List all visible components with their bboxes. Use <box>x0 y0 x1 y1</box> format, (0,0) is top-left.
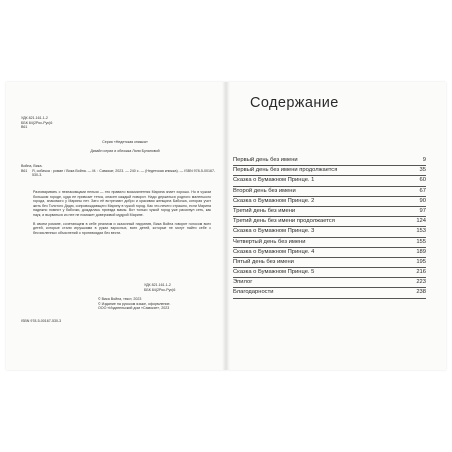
toc-entry-title: Сказка о Бумажном Принце. 1 <box>233 177 315 184</box>
toc-entry-title: Пятый день без имени <box>233 258 294 265</box>
annotation-paragraph: В своем романе, сочетающем в себе реализм и сказочный нарратив, Вика Война говорит голосом всех детей, которые стали игрушками в руках взрослых, всех детей, которые не могут найти себе с бесчисленных объяснений о противоядии без вести. <box>33 221 211 235</box>
toc-entry-title: Второй день без имени <box>233 187 296 194</box>
toc-entry-page: 195 <box>416 258 426 265</box>
bibliographic-record <box>21 164 221 178</box>
toc-entry-title: Третий день без имени <box>233 207 296 214</box>
isbn: ISBN 978-5-00167-530-3 <box>21 319 62 323</box>
toc-entry <box>233 258 426 268</box>
toc-entry-title: Третий день без имени продолжается <box>233 218 335 225</box>
toc-entry-title: Эпилог <box>233 279 253 286</box>
annotation <box>33 190 211 239</box>
toc-title: Содержание <box>250 95 339 111</box>
toc-entry <box>233 238 426 248</box>
toc-entry <box>233 268 426 278</box>
toc-entry <box>233 248 426 258</box>
toc-entry-title: Сказка о Бумажном Принце. 5 <box>233 269 315 276</box>
toc-entry <box>233 166 426 176</box>
bbk-line: ББК 84(2Рос-Рус)6 <box>21 120 53 125</box>
toc-entry <box>233 288 426 298</box>
table-of-contents <box>233 156 426 299</box>
copyright-block <box>21 297 211 311</box>
biblio-code: В61 <box>21 168 28 173</box>
copyright-edition: © Издание на русском языке, оформление. <box>98 301 171 306</box>
toc-entry-title: Четвертый день без имени <box>233 238 306 245</box>
toc-entry-title: Благодарности <box>233 289 274 296</box>
toc-entry-page: 153 <box>416 228 426 235</box>
udk-bbk-block <box>21 116 52 130</box>
design-credit: Дизайн серии и обложка Ляли Булановой <box>90 148 160 153</box>
toc-entry-page: 238 <box>416 289 426 296</box>
biblio-author: Война, Вика. <box>21 164 43 168</box>
toc-entry-page: 124 <box>416 218 426 225</box>
toc-entry-page: 189 <box>416 248 426 255</box>
book-gutter <box>222 82 230 370</box>
udk-line: УДК 821.161.1-2 <box>21 116 48 120</box>
copyright-text: © Вика Война, текст, 2023 <box>98 297 142 301</box>
author-mark: В61 <box>21 125 28 130</box>
toc-entry-page: 67 <box>419 187 426 194</box>
toc-entry-page: 155 <box>416 238 426 245</box>
toc-entry <box>233 207 426 217</box>
bbk-code: ББК 84(2Рос-Рус)6 <box>144 287 176 292</box>
biblio-text: Я, собачка : роман / Вика Война. — М. : Самокат, 2023. — 240 с. — (Недетская книжка). — ISBN 978-5-00167-530-3. <box>32 168 216 178</box>
toc-entry <box>233 217 426 227</box>
classification-codes <box>144 283 175 292</box>
toc-entry-title: Первый день без имени продолжается <box>233 167 338 174</box>
toc-entry-page: 97 <box>419 207 426 214</box>
series-name: Серия «Недетская книжка» <box>102 140 148 144</box>
toc-entry-page: 60 <box>419 177 426 184</box>
toc-entry-title: Сказка о Бумажном Принце. 4 <box>233 248 315 255</box>
toc-entry <box>233 156 426 166</box>
toc-entry-title: Сказка о Бумажном Принце. 3 <box>233 228 315 235</box>
toc-entry-title: Сказка о Бумажном Принце. 2 <box>233 197 315 204</box>
toc-entry <box>233 176 426 186</box>
toc-entry <box>233 187 426 197</box>
toc-entry <box>233 227 426 237</box>
toc-entry <box>233 278 426 288</box>
toc-entry-title: Первый день без имени <box>233 157 298 163</box>
toc-entry-page: 216 <box>416 269 426 276</box>
toc-entry-page: 223 <box>416 279 426 286</box>
toc-entry <box>233 197 426 207</box>
annotation-paragraph: Разговаривать с незнакомцами нельзя — это правило восьмилетняя Марина знает хорошо. Но в чужом большом городе, куда ее привозит тетка, опасен каждый поворот. Надо держаться родного маленького города, знакомого у Марины нет. Зато её встречают добро и красивая женщина Бабочка, которая учит жить без Толстого Дядю, сопровождающего Марину в чужой город. Как что-нечего страшно, если Марина надежно помнит у бабочки, дождалась приезда мамы. Вот только чужой город уже раскинул сеть, как паук, и вырваться из нее не поможет доверчивой мудрой Марине. <box>33 190 211 217</box>
series-info <box>40 140 210 153</box>
toc-entry-page: 9 <box>422 157 426 163</box>
toc-entry-page: 90 <box>419 197 426 204</box>
copyright-publisher: ООО «Издательский дом «Самокат», 2023 <box>98 306 170 311</box>
udk-code: УДК 821.161.1-2 <box>144 283 171 287</box>
toc-entry-page: 35 <box>419 167 426 174</box>
